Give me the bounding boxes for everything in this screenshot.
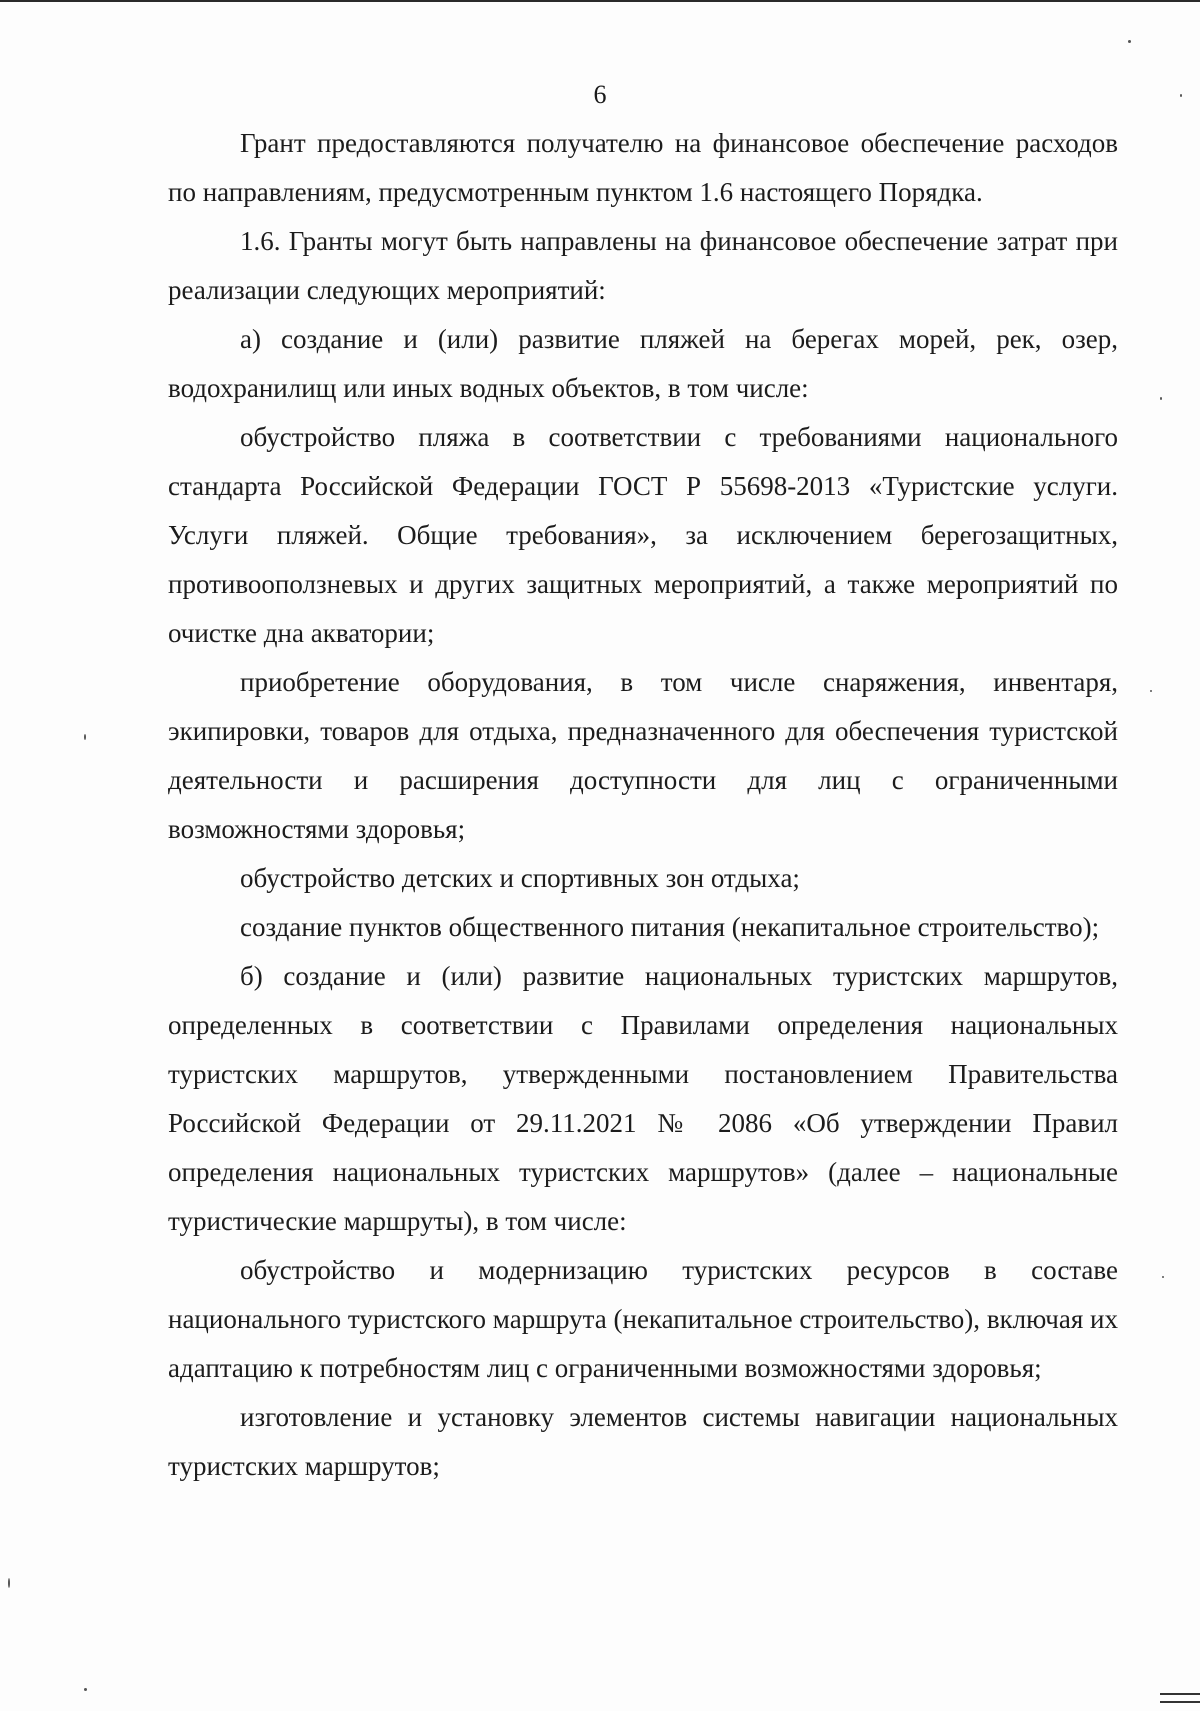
paragraph-section-1-6: 1.6. Гранты могут быть направлены на финансовое обеспечение затрат при реализации следующих мероприятий: bbox=[168, 226, 1118, 305]
scan-edge-mark bbox=[1160, 1693, 1200, 1695]
scan-edge-mark bbox=[1160, 1701, 1200, 1703]
paragraph-tourist-resources: обустройство и модернизацию туристских ресурсов в составе национального туристского маршрута (некапитальное строительство), включая их адаптацию к потребностям лиц с ограниченными возможностями здоровья; bbox=[168, 1255, 1118, 1383]
scan-speck bbox=[1150, 690, 1152, 692]
scan-speck bbox=[1162, 1276, 1164, 1278]
paragraph-grant-purpose: Грант предоставляются получателю на финансовое обеспечение расходов по направлениям, предусмотренным пунктом 1.6 настоящего Порядка. bbox=[168, 128, 1118, 207]
paragraph-recreation-zones: обустройство детских и спортивных зон отдыха; bbox=[240, 863, 800, 893]
document-body bbox=[168, 119, 1118, 1491]
paragraph-navigation-elements: изготовление и установку элементов системы навигации национальных туристских маршрутов; bbox=[168, 1402, 1118, 1481]
scan-speck bbox=[84, 734, 86, 740]
scan-speck bbox=[8, 1578, 10, 1588]
page-number: 6 bbox=[593, 80, 607, 109]
paragraph-beach-arrangement: обустройство пляжа в соответствии с требованиями национального стандарта Российской Федерации ГОСТ Р 55698-2013 «Туристские услуги. Услуги пляжей. Общие требования», за исключением берегозащитных, противооползневых и других защитных мероприятий, а также мероприятий по очистке дна акватории; bbox=[168, 422, 1118, 648]
paragraph-equipment-purchase: приобретение оборудования, в том числе снаряжения, инвентаря, экипировки, товаров для отдыха, предназначенного для обеспечения туристской деятельности и расширения доступности для лиц с ограниченными возможностями здоровья; bbox=[168, 667, 1118, 844]
scan-speck bbox=[1128, 40, 1131, 43]
scan-speck bbox=[1160, 397, 1162, 400]
scan-speck bbox=[84, 1688, 87, 1691]
paragraph-item-b: б) создание и (или) развитие национальных туристских маршрутов, определенных в соответствии с Правилами определения национальных туристских маршрутов, утвержденными постановлением Правительства Российской Федерации от 29.11.2021 № 2086 «Об утверждении Правил определения национальных туристских маршрутов» (далее – национальные туристические маршруты), в том числе: bbox=[168, 961, 1118, 1236]
paragraph-catering-points: создание пунктов общественного питания (некапитальное строительство); bbox=[240, 912, 1100, 942]
paragraph-item-a: а) создание и (или) развитие пляжей на берегах морей, рек, озер, водохранилищ или иных водных объектов, в том числе: bbox=[168, 324, 1118, 403]
scan-speck bbox=[1180, 94, 1182, 97]
